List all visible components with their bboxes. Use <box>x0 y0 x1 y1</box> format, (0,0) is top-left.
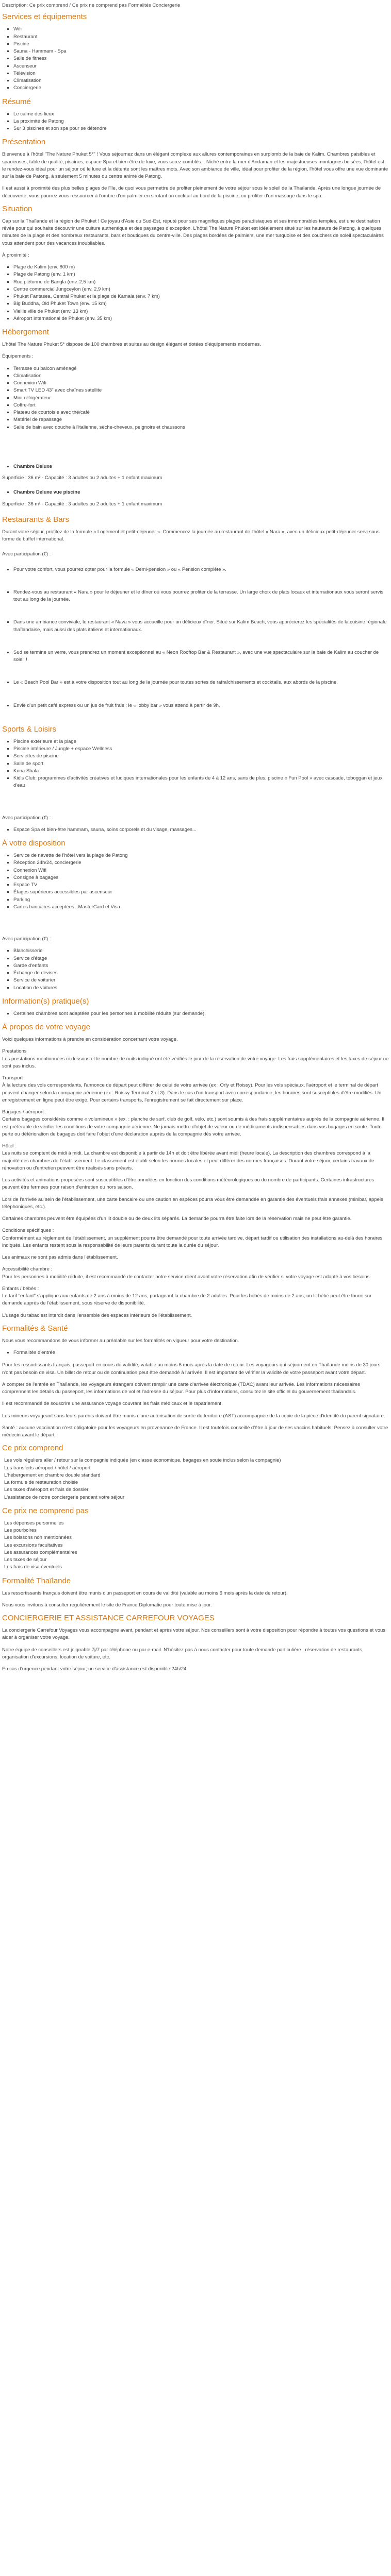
hebergement-section <box>2 328 389 508</box>
formalites-paragraph: À compter de l'entrée en Thaïlande, les voyageurs étrangers doivent remplir une carte d'arrivée électronique (TDAC) avant leur arrivée. Les informations nécessaires comprennent les détails du passeport, les informations de vol et l'adresse du séjour. Pour plus d'informations, consultez le site officiel du gouvernement thaïlandais. <box>2 1381 361 1395</box>
list-item: ▪ Centre commercial Jungceylon (env. 2,9 km) <box>13 286 389 293</box>
list-item: ▪ Dans une ambiance conviviale, le restaurant « Nava » vous accueille pour un délicieux dîner. Situé sur Kalim Beach, vous apprécierez les spécialités de la cuisine régionale thaïlandaise, mais aussi des plats italiens et internationaux. <box>13 619 389 634</box>
list-item: ▪ Réception 24h/24, conciergerie <box>13 859 389 867</box>
list-item: ▪ Le calme des lieux <box>13 111 389 118</box>
list-item: ▪ Envie d'un petit café express ou un jus de fruit frais ; le « lobby bar » vous attend à partir de 9h. <box>13 702 389 709</box>
room-name: ▪ Chambre Deluxe <box>13 463 389 470</box>
prix-ne-comprend-list <box>2 1520 389 1571</box>
list-item: ▪ Rue piétonne de Bangla (env. 2,5 km) <box>13 279 389 286</box>
list-item: ▪ Ascenseur <box>13 63 389 70</box>
restaurants-section <box>2 515 389 709</box>
sports-title: Sports & Loisirs <box>2 724 57 734</box>
list-item: ▪ Sud se termine un verre, vous prendrez un moment exceptionnel au « Neon Rooftop Bar & Restaurant », avec une vue spectaculaire sur la baie de Kalim au coucher de soleil ! <box>13 649 389 664</box>
list-item: ▪ Smart TV LED 43" avec chaînes satellite <box>13 387 389 394</box>
list-item: ▪ Conciergerie <box>13 84 389 92</box>
propos-title: À propos de votre voyage <box>2 1023 90 1031</box>
list-item: ▪ Sur 3 piscines et son spa pour se détendre <box>13 125 389 132</box>
propos-paragraph: Le tarif "enfant" s'applique aux enfants de 2 ans à moins de 12 ans, partageant la chambre de 2 adultes. Pour les bébés de moins de 2 ans, un lit bébé peut être fourni sur demande auprès de l'établissement, sous réserve de disponibilité. <box>2 1293 372 1307</box>
list-item: L'assistance de notre conciergerie pendant votre séjour <box>4 1494 125 1500</box>
hebergement-list <box>2 365 389 431</box>
list-item: Les taxes de séjour <box>4 1557 47 1563</box>
list-item: ▪ Phuket Fantasea, Central Phuket et la plage de Kamala (env. 7 km) <box>13 293 389 300</box>
propos-paragraph: L'usage du tabac est interdit dans l'ensemble des espaces intérieurs de l'établissement. <box>2 1312 192 1318</box>
conciergerie-section <box>2 1614 389 1673</box>
list-item: ▪ Service de voiturier <box>13 977 389 984</box>
disposition-paid-list <box>2 947 389 992</box>
list-item: Les dépenses personnelles <box>4 1520 64 1526</box>
propos-paragraph: Les animaux ne sont pas admis dans l'établissement. <box>2 1255 118 1260</box>
situation-title: Situation <box>2 204 32 213</box>
list-item: ▪ Coffre-fort <box>13 402 389 409</box>
room-list <box>2 463 389 470</box>
disposition-section <box>2 839 389 992</box>
list-item: ▪ Télévision <box>13 70 389 77</box>
propos-paragraph: Voici quelques informations à prendre en considération concernant votre voyage. <box>2 1037 178 1042</box>
presentation-section <box>2 138 389 200</box>
propos-heading: Transport <box>2 1075 23 1081</box>
propos-heading: Hôtel : <box>2 1143 17 1149</box>
list-item: ▪ Blanchisserie <box>13 947 389 955</box>
propos-paragraph: Les nuits se comptent de midi à midi. La chambre est disponible à partir de 14h et doit être libérée avant midi (heure locale). La description des chambres correspond à la majorité des chambres de l'établissement. Le classement est établi selon les normes locales et peut différer des normes françaises. Durant votre séjour, certains travaux de rénovation ou d'entretien peuvent être réalisés sans préavis. <box>2 1150 374 1171</box>
propos-heading: Enfants / bébés : <box>2 1285 39 1292</box>
formalites-paragraph: Santé : aucune vaccination n'est obligatoire pour les voyageurs en provenance de France. Il est toutefois conseillé d'être à jour de ses vaccins habituels. Pensez à consulter votre médecin avant le départ. <box>2 1425 388 1438</box>
room-detail: Superficie : 36 m² - Capacité : 3 adultes ou 2 adultes + 1 enfant maximum <box>2 501 162 507</box>
room-list <box>2 489 389 496</box>
list-item: ▪ Wifi <box>13 26 389 33</box>
sports-list <box>2 738 389 790</box>
list-item: ▪ Plage de Patong (env. 1 km) <box>13 271 389 278</box>
list-item: ▪ Parking <box>13 896 389 904</box>
formalites-list <box>2 1349 389 1357</box>
list-item: Les taxes d'aéroport et frais de dossier <box>4 1487 89 1493</box>
list-item: ▪ Étages supérieurs accessibles par ascenseur <box>13 889 389 896</box>
informations-section <box>2 997 389 1018</box>
list-item: ▪ Vieille ville de Phuket (env. 13 km) <box>13 308 389 315</box>
propos-heading: Bagages / aéroport : <box>2 1109 47 1115</box>
list-item: ▪ Kid's Club: programmes d'activités créatives et ludiques internationales pour les enfants de 4 à 12 ans, sans de plus, piscine « Fun Pool » avec cascade, toboggan et jeux d'eau <box>13 775 389 790</box>
conciergerie-paragraph: La conciergerie Carrefour Voyages vous accompagne avant, pendant et après votre séjour. Nos conseillers sont à votre disposition pour répondre à toutes vos questions et vous aider à organiser votre voyage. <box>2 1628 386 1641</box>
hebergement-paragraph: L'hôtel The Nature Phuket 5* dispose de 100 chambres et suites au design élégant et dotées d'équipements modernes. <box>2 342 262 347</box>
prix-comprend-section <box>2 1444 389 1501</box>
list-item: ▪ Espace Spa et bien-être hammam, sauna, soins corporels et du visage, massages... <box>13 826 389 834</box>
presentation-paragraph: Il est aussi à proximité des plus belles plages de l'île, de quoi vous permettre de profiter pleinement de votre séjour sous le soleil de la Thaïlande. Après une longue journée de découverte, vous pourrez vous ressourcer à l'ombre d'un palmier en sirotant un cocktail au bord de la piscine, ou profiter d'un massage dans le spa. <box>2 185 381 199</box>
services-list <box>2 26 389 92</box>
propos-paragraph: À la lecture des vols correspondants, l'annonce de départ peut différer de celui de votre arrivée (ex : Orly et Roissy). Pour les vols spéciaux, l'aéroport et le terminal de départ peuvent changer selon la compagnie aérienne (ex : Roissy Terminal 2 et 3). Dans le cas d'un transport avec correspondance, les horaires sont susceptibles d'être modifiés. Un enregistrement en ligne peut être exigé. Pour certains transports, l'enregistrement se fait directement sur place. <box>2 1082 382 1103</box>
situation-section <box>2 205 389 323</box>
prix-comprend-title: Ce prix comprend <box>2 1444 63 1453</box>
propos-paragraph: Les activités et animations proposées sont susceptibles d'être annulées en fonction des conditions météorologiques ou du nombre de participants. Certaines infrastructures peuvent être fermées pour raison d'entretien ou hors saison. <box>2 1177 374 1191</box>
list-item: L'hébergement en chambre double standard <box>4 1472 101 1478</box>
list-item: ▪ Big Buddha, Old Phuket Town (env. 15 km) <box>13 300 389 308</box>
list-item: Les excursions facultatives <box>4 1542 63 1548</box>
list-item: ▪ Restaurant <box>13 33 389 41</box>
hebergement-subtitle: Équipements : <box>2 353 34 360</box>
list-item: ▪ Rendez-vous au restaurant « Nara » pour le déjeuner et le dîner où vous pourrez profiter de la terrasse. Un large choix de plats locaux et internationaux vous seront servis tout au long de la journée. <box>13 589 389 604</box>
list-item: ▪ Service de navette de l'hôtel vers la plage de Patong <box>13 852 389 859</box>
restaurants-title: Restaurants & Bars <box>2 515 70 524</box>
restaurants-subtitle: Avec participation (€) : <box>2 551 51 557</box>
sports-section <box>2 725 389 834</box>
list-item: ▪ Consigne à bagages <box>13 874 389 882</box>
list-item: ▪ Salle de fitness <box>13 55 389 62</box>
propos-heading: Accessibilité chambre : <box>2 1266 53 1273</box>
formalites-paragraph: Nous vous recommandons de vous informer au préalable sur les formalités en vigueur pour votre destination. <box>2 1337 239 1344</box>
list-item: ▪ Kona Shala <box>13 768 389 775</box>
formalite-thailande-paragraph: Nous vous invitons à consulter régulièrement le site de France Diplomatie pour toute mise à jour. <box>2 1602 212 1608</box>
informations-title: Information(s) pratique(s) <box>2 996 89 1006</box>
list-item: ▪ Piscine intérieure / Jungle + espace Wellness <box>13 745 389 753</box>
restaurants-list <box>2 566 389 709</box>
list-item: ▪ Plateau de courtoisie avec thé/café <box>13 409 389 416</box>
list-item: ▪ Connexion Wifi <box>13 380 389 387</box>
resume-section <box>2 97 389 133</box>
conciergerie-title: CONCIERGERIE ET ASSISTANCE CARREFOUR VOYAGES <box>2 1614 215 1622</box>
list-item: ▪ Garde d'enfants <box>13 962 389 970</box>
propos-paragraph: Certains bagages considérés comme « volumineux » (ex. : planche de surf, club de golf, vélo, etc.) sont soumis à des frais supplémentaires auprès de la compagnie aérienne. Il est préférable de vérifier les conditions de votre compagnie aérienne. Ne jamais mettre d'objet de valeur ou de médicaments indispensables dans vos bagages en soute. Toute perte ou détérioration de bagages doit faire l'objet d'une déclaration auprès de la compagnie dès votre arrivée. <box>2 1116 384 1137</box>
propos-section <box>2 1023 389 1319</box>
sports-subtitle: Avec participation (€) : <box>2 815 51 821</box>
list-item: ▪ Serviettes de piscine <box>13 753 389 760</box>
sports-paid-list <box>2 826 389 834</box>
list-item: ▪ Salle de sport <box>13 760 389 768</box>
disposition-list <box>2 852 389 911</box>
list-item: ▪ Piscine extérieure et la plage <box>13 738 389 745</box>
list-item: Les vols réguliers aller / retour sur la compagnie indiquée (en classe économique, bagages en soute inclus selon la compagnie) <box>4 1458 281 1464</box>
list-item: ▪ Aéroport international de Phuket (env. 35 km) <box>13 315 389 323</box>
disposition-subtitle: Avec participation (€) : <box>2 936 51 942</box>
list-item: ▪ Salle de bain avec douche à l'italienne, sèche-cheveux, peignoirs et chaussons <box>13 424 389 431</box>
conciergerie-paragraph: En cas d'urgence pendant votre séjour, un service d'assistance est disponible 24h/24. <box>2 1666 188 1672</box>
formalites-section <box>2 1324 389 1439</box>
list-item: ▪ Pour votre confort, vous pourrez opter pour la formule « Demi-pension » ou « Pension complète ». <box>13 566 389 573</box>
services-section <box>2 12 389 92</box>
prix-comprend-list <box>2 1457 389 1501</box>
propos-paragraph: Lors de l'arrivée au sein de l'établissement, une carte bancaire ou une caution en espèces pourra vous être demandée en garantie des éventuels frais annexes (minibar, appels téléphoniques, etc.). <box>2 1196 383 1210</box>
resume-title: Résumé <box>2 97 31 106</box>
restaurants-paragraph: Durant votre séjour, profitez de la formule « Logement et petit-déjeuner ». Commencez la journée au restaurant de l'hôtel « Nara », avec un délicieux petit-déjeuner servi sous forme de buffet international. <box>2 529 380 542</box>
list-item: Les pourboires <box>4 1528 37 1533</box>
hebergement-title: Hébergement <box>2 328 49 336</box>
informations-list <box>2 1010 389 1018</box>
spacer <box>2 436 389 456</box>
list-item: La formule de restauration choisie <box>4 1480 78 1485</box>
list-item: ▪ Connexion Wifi <box>13 867 389 874</box>
list-item: ▪ Plage de Kalim (env. 800 m) <box>13 264 389 271</box>
formalites-paragraph: Les mineurs voyageant sans leurs parents doivent être munis d'une autorisation de sortie du territoire (AST) accompagnée de la copie de la pièce d'identité du parent signataire. <box>2 1413 385 1419</box>
presentation-title: Présentation <box>2 138 46 147</box>
propos-paragraph: Certaines chambres peuvent être équipées d'un lit double ou de deux lits séparés. La demande pourra être faite lors de la réservation mais ne peut être garantie. <box>2 1216 352 1222</box>
intro-breadcrumb: Description: Ce prix comprend / Ce prix ne comprend pas Formalités Conciergerie <box>2 3 181 8</box>
conciergerie-paragraph: Notre équipe de conseillers est joignable 7j/7 par téléphone ou par e-mail. N'hésitez pas à nous contacter pour toute demande particulière : réservation de restaurants, organisation d'excursions, location de voiture, etc. <box>2 1647 364 1660</box>
formalites-paragraph: Il est recommandé de souscrire une assurance voyage couvrant les frais médicaux et le rapatriement. <box>2 1401 223 1407</box>
room-name: ▪ Chambre Deluxe vue piscine <box>13 489 389 496</box>
propos-paragraph: Les prestations mentionnées ci-dessous et le nombre de nuits indiqué ont été vérifiés le jour de la réservation de votre voyage. Les frais supplémentaires et les taxes de séjour ne sont pas inclus. <box>2 1056 389 1069</box>
resume-list <box>2 111 389 133</box>
list-item: ▪ Service d'étage <box>13 955 389 962</box>
list-item: Les assurances complémentaires <box>4 1549 77 1555</box>
services-title: Services et équipements <box>2 12 87 22</box>
list-item: ▪ Formalités d'entrée <box>13 1349 389 1357</box>
list-item: ▪ Échange de devises <box>13 970 389 977</box>
propos-heading: Conditions spécifiques : <box>2 1228 54 1234</box>
propos-heading: Prestations <box>2 1048 27 1055</box>
list-item: ▪ Terrasse ou balcon aménagé <box>13 365 389 372</box>
list-item: Les frais de visa éventuels <box>4 1564 62 1570</box>
spacer <box>2 795 389 815</box>
propos-paragraph: Conformément au règlement de l'établissement, un supplément pourra être demandé pour toute arrivée tardive, départ tardif ou utilisation des installations au-delà des horaires indiqués. Les enfants restent sous la responsabilité de leurs parents durant toute la durée du séjour. <box>2 1235 383 1248</box>
list-item: ▪ Le « Beach Pool Bar » est à votre disposition tout au long de la journée pour toutes sortes de rafraîchissements et cocktails, aux abords de la piscine. <box>13 679 389 686</box>
list-item: ▪ Location de voitures <box>13 985 389 992</box>
list-item: ▪ Piscine <box>13 41 389 48</box>
list-item: ▪ Cartes bancaires acceptées : MasterCard et Visa <box>13 904 389 911</box>
presentation-paragraph: Bienvenue à l'hôtel "The Nature Phuket 5*" ! Vous séjournez dans un élégant complexe aux allures contemporaines en surplomb de la baie de Kalim. Chambres paisibles et spacieuses, table de qualité, piscines, espace Spa et bien-être de luxe, vous serez comblés... Niché entre la mer d'Andaman et les majestueuses montagnes boisées, l'hôtel est le rendez-vous idéal pour un séjour où le luxe et la détente sont les maîtres mots. Avec son ambiance de ville, idéal pour profiter de la région, l'hôtel vous offre une vue dominante sur la baie de Patong, à seulement 5 minutes du centre animé de Patong. <box>2 151 388 179</box>
list-item: ▪ Matériel de repassage <box>13 416 389 423</box>
formalites-title: Formalités & Santé <box>2 1324 68 1333</box>
situation-paragraph: Cap sur la Thaïlande et la région de Phuket ! Ce joyau d'Asie du Sud-Est, réputé pour ses magnifiques plages paradisiaques et ses innombrables temples, est une destination rêvée pour qui souhaite découvrir une culture authentique et des paysages d'exception. L'hôtel The Nature Phuket est idéalement situé sur les hauteurs de Patong, à quelques minutes de la plage et des nombreux restaurants, bars et boutiques du centre-ville. Des plages bordées de palmiers, une mer turquoise et des couchers de soleil spectaculaires vous attendent pour des vacances inoubliables. <box>2 218 384 246</box>
formalite-thailande-title: Formalité Thaïlande <box>2 1576 71 1585</box>
propos-paragraph: Pour les personnes à mobilité réduite, il est recommandé de contacter notre service client avant votre réservation afin de vérifier si votre voyage est adapté à vos besoins. <box>2 1274 371 1280</box>
list-item: ▪ La proximité de Patong <box>13 118 389 125</box>
list-item: ▪ Certaines chambres sont adaptées pour les personnes à mobilité réduite (sur demande). <box>13 1010 389 1018</box>
list-item: ▪ Espace TV <box>13 882 389 889</box>
list-item: Les transferts aéroport / hôtel / aéroport <box>4 1465 91 1471</box>
list-item: ▪ Sauna - Hammam - Spa <box>13 48 389 55</box>
formalite-thailande-section <box>2 1577 389 1609</box>
list-item: ▪ Climatisation <box>13 372 389 380</box>
formalite-thailande-paragraph: Les ressortissants français doivent être munis d'un passeport en cours de validité (valable au moins 6 mois après la date de retour). <box>2 1590 288 1596</box>
disposition-title: À votre disposition <box>2 839 66 848</box>
situation-list <box>2 264 389 323</box>
situation-subtitle: À proximité : <box>2 252 29 258</box>
list-item: Les boissons non mentionnées <box>4 1535 72 1541</box>
room-detail: Superficie : 36 m² - Capacité : 3 adultes ou 2 adultes + 1 enfant maximum <box>2 475 162 481</box>
list-item: ▪ Climatisation <box>13 77 389 84</box>
spacer <box>2 916 389 936</box>
prix-ne-comprend-section <box>2 1506 389 1571</box>
prix-ne-comprend-title: Ce prix ne comprend pas <box>2 1506 89 1515</box>
formalites-paragraph: Pour les ressortissants français, passeport en cours de validité, valable au moins 6 mois après la date de retour. Les voyageurs qui séjournent en Thaïlande moins de 30 jours n'ont pas besoin de visa. Un billet de retour ou de continuation peut être demandé à l'arrivée. Il est important de vérifier la validité de votre passeport avant votre départ. <box>2 1362 381 1376</box>
list-item: ▪ Mini-réfrigérateur <box>13 395 389 402</box>
